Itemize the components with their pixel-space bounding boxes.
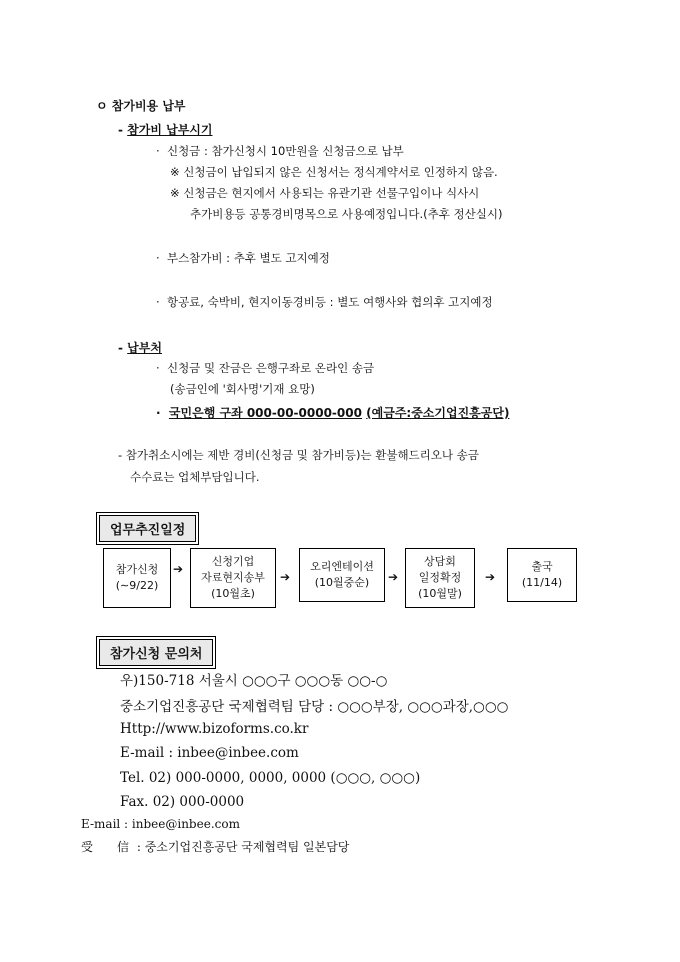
flow-step-5: 출국 (11/14)	[507, 548, 577, 602]
schedule-title-box	[96, 512, 199, 545]
flow-step-4: 상담회 일정확정 (10월말)	[405, 548, 475, 608]
contact-email: E-mail : inbee@inbee.com	[120, 745, 299, 761]
arrow-right-icon: ➔	[173, 562, 184, 576]
subheading-payment-period: - 참가비 납부시기	[118, 123, 213, 137]
section-heading-fee: ㅇ 참가비용 납부	[96, 99, 186, 113]
contact-title-box	[96, 636, 216, 669]
cancel-policy-2: 수수료는 업체부담입니다.	[130, 470, 260, 484]
note-deposit-contract: ※ 신청금이 납입되지 않은 신청서는 정식계약서로 인정하지 않음.	[170, 165, 498, 179]
subheading-payee: - 납부처	[118, 341, 162, 355]
contact-fax: Fax. 02) 000-0000	[120, 794, 245, 810]
bullet-travel-costs: · 항공료, 숙박비, 현지이동경비등 : 별도 여행사와 협의후 고지예정	[156, 295, 493, 309]
footer-email: E-mail : inbee@inbee.com	[81, 817, 240, 831]
circle-bullet-icon: ㅇ	[96, 99, 108, 113]
contact-tel: Tel. 02) 000-0000, 0000, 0000 (○○○, ○○○)	[120, 770, 421, 786]
flow-step-1: 참가신청 (∼9/22)	[103, 548, 171, 608]
schedule-title: 업무추진일정	[99, 515, 196, 542]
bullet-deposit: · 신청금 : 참가신청시 10만원을 신청금으로 납부	[156, 144, 404, 158]
note-deposit-usage-1: ※ 신청금은 현지에서 사용되는 유관기관 선물구입이나 식사시	[170, 186, 480, 200]
bullet-bank-transfer: · 신청금 및 잔금은 은행구좌로 온라인 송금	[156, 361, 375, 375]
flow-step-3: 오리엔테이션 (10월중순)	[299, 548, 385, 602]
arrow-right-icon: ➔	[280, 570, 291, 584]
cancel-policy-1: - 참가취소시에는 제반 경비(신청금 및 참가비등)는 환불해드리오나 송금	[118, 448, 479, 462]
contact-org: 중소기업진흥공단 국제협력팀 담당 : ○○○부장, ○○○과장,○○○	[120, 699, 509, 715]
arrow-right-icon: ➔	[485, 570, 496, 584]
recipient-label: 受 信	[81, 840, 130, 854]
contact-url: Http://www.bizoforms.co.kr	[120, 721, 309, 737]
contact-address: 우)150-718 서울시 ○○○구 ○○○동 ○○-○	[120, 673, 388, 689]
bank-account: · 국민은행 구좌 000-00-0000-000 (예금주:중소기업진흥공단)	[156, 406, 510, 420]
note-deposit-usage-2: 추가비용등 공통경비명목으로 사용예정입니다.(추후 정산실시)	[190, 207, 503, 221]
bank-transfer-note: (송금인에 '회사명'기재 요망)	[170, 382, 315, 396]
bullet-booth-fee: · 부스참가비 : 추후 별도 고지예정	[156, 251, 330, 265]
footer-recipient	[81, 838, 349, 855]
contact-title: 참가신청 문의처	[99, 639, 213, 666]
arrow-right-icon: ➔	[388, 570, 399, 584]
recipient-value: : 중소기업진흥공단 국제협력팀 일본담당	[136, 840, 350, 854]
flow-step-2: 신청기업 자료현지송부 (10월초)	[190, 548, 276, 608]
